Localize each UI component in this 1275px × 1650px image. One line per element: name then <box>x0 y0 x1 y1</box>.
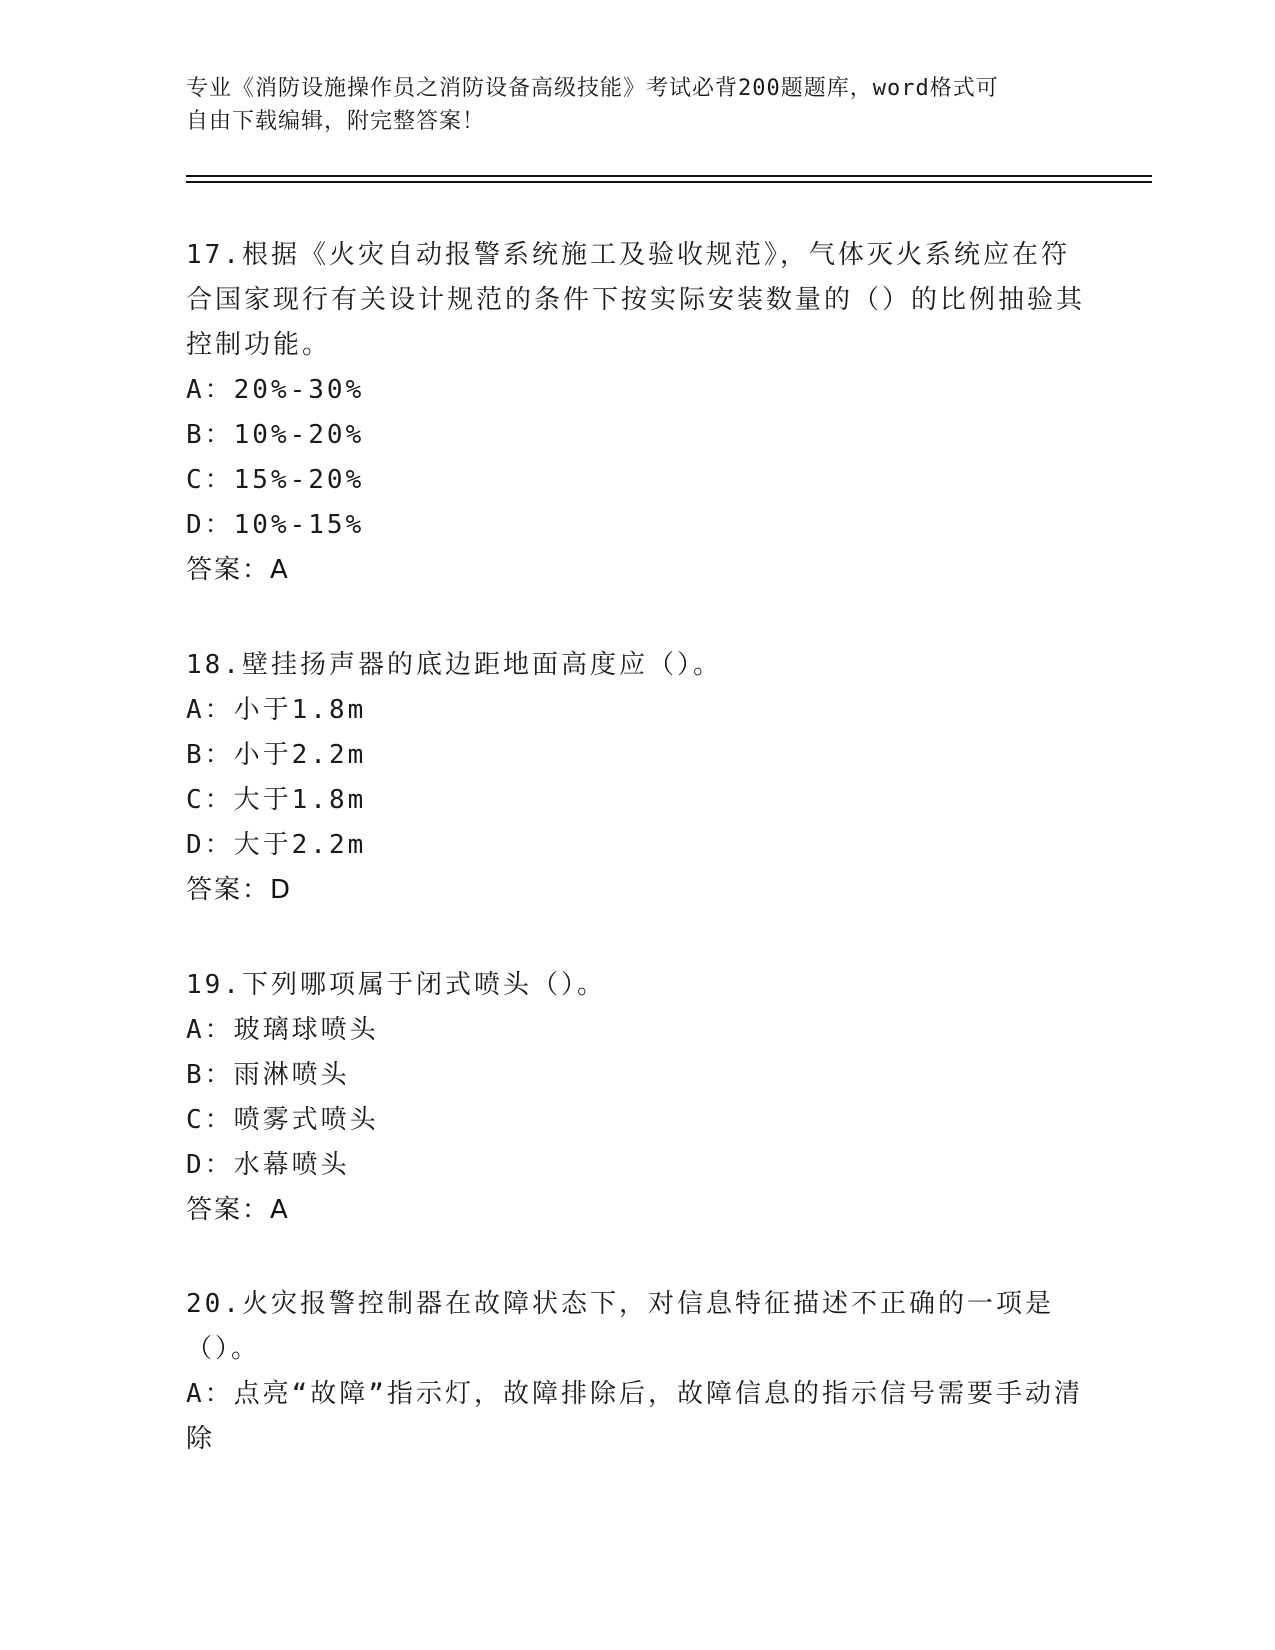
answer: 答案：A <box>186 555 290 585</box>
header-line-2: 自由下载编辑，附完整答案！ <box>186 109 486 134</box>
option-d: D：大于2.2m <box>186 830 367 860</box>
option-b: B：雨淋喷头 <box>186 1060 350 1090</box>
option-d: D：水幕喷头 <box>186 1150 350 1180</box>
header-divider-top <box>186 175 1152 177</box>
question-20 <box>186 1282 1086 1462</box>
option-c: C：大于1.8m <box>186 785 367 815</box>
document-header <box>186 72 1086 138</box>
question-stem: 18.壁挂扬声器的底边距地面高度应（）。 <box>186 650 722 680</box>
option-b: B：10%-20% <box>186 420 365 450</box>
header-line-1: 专业《消防设施操作员之消防设备高级技能》考试必背200题题库，word格式可 <box>186 76 999 101</box>
option-a: A：玻璃球喷头 <box>186 1015 379 1045</box>
option-c: C：15%-20% <box>186 465 365 495</box>
option-a: A：小于1.8m <box>186 695 367 725</box>
question-17 <box>186 233 1086 593</box>
option-d: D：10%-15% <box>186 510 365 540</box>
question-18 <box>186 643 1086 913</box>
answer: 答案：D <box>186 875 293 905</box>
question-stem: 17.根据《火灾自动报警系统施工及验收规范》，气体灭火系统应在符合国家现行有关设计规范的条件下按实际安装数量的（）的比例抽验其控制功能。 <box>186 240 1086 360</box>
option-a: A：20%-30% <box>186 375 365 405</box>
option-a: A：点亮“故障”指示灯，故障排除后，故障信息的指示信号需要手动清除 <box>186 1379 1083 1454</box>
option-b: B：小于2.2m <box>186 740 367 770</box>
answer: 答案：A <box>186 1195 290 1225</box>
question-stem: 19.下列哪项属于闭式喷头（）。 <box>186 970 606 1000</box>
question-stem: 20.火灾报警控制器在故障状态下，对信息特征描述不正确的一项是（）。 <box>186 1289 1054 1364</box>
question-19 <box>186 963 1086 1233</box>
option-c: C：喷雾式喷头 <box>186 1105 379 1135</box>
header-divider-bottom <box>186 181 1152 183</box>
